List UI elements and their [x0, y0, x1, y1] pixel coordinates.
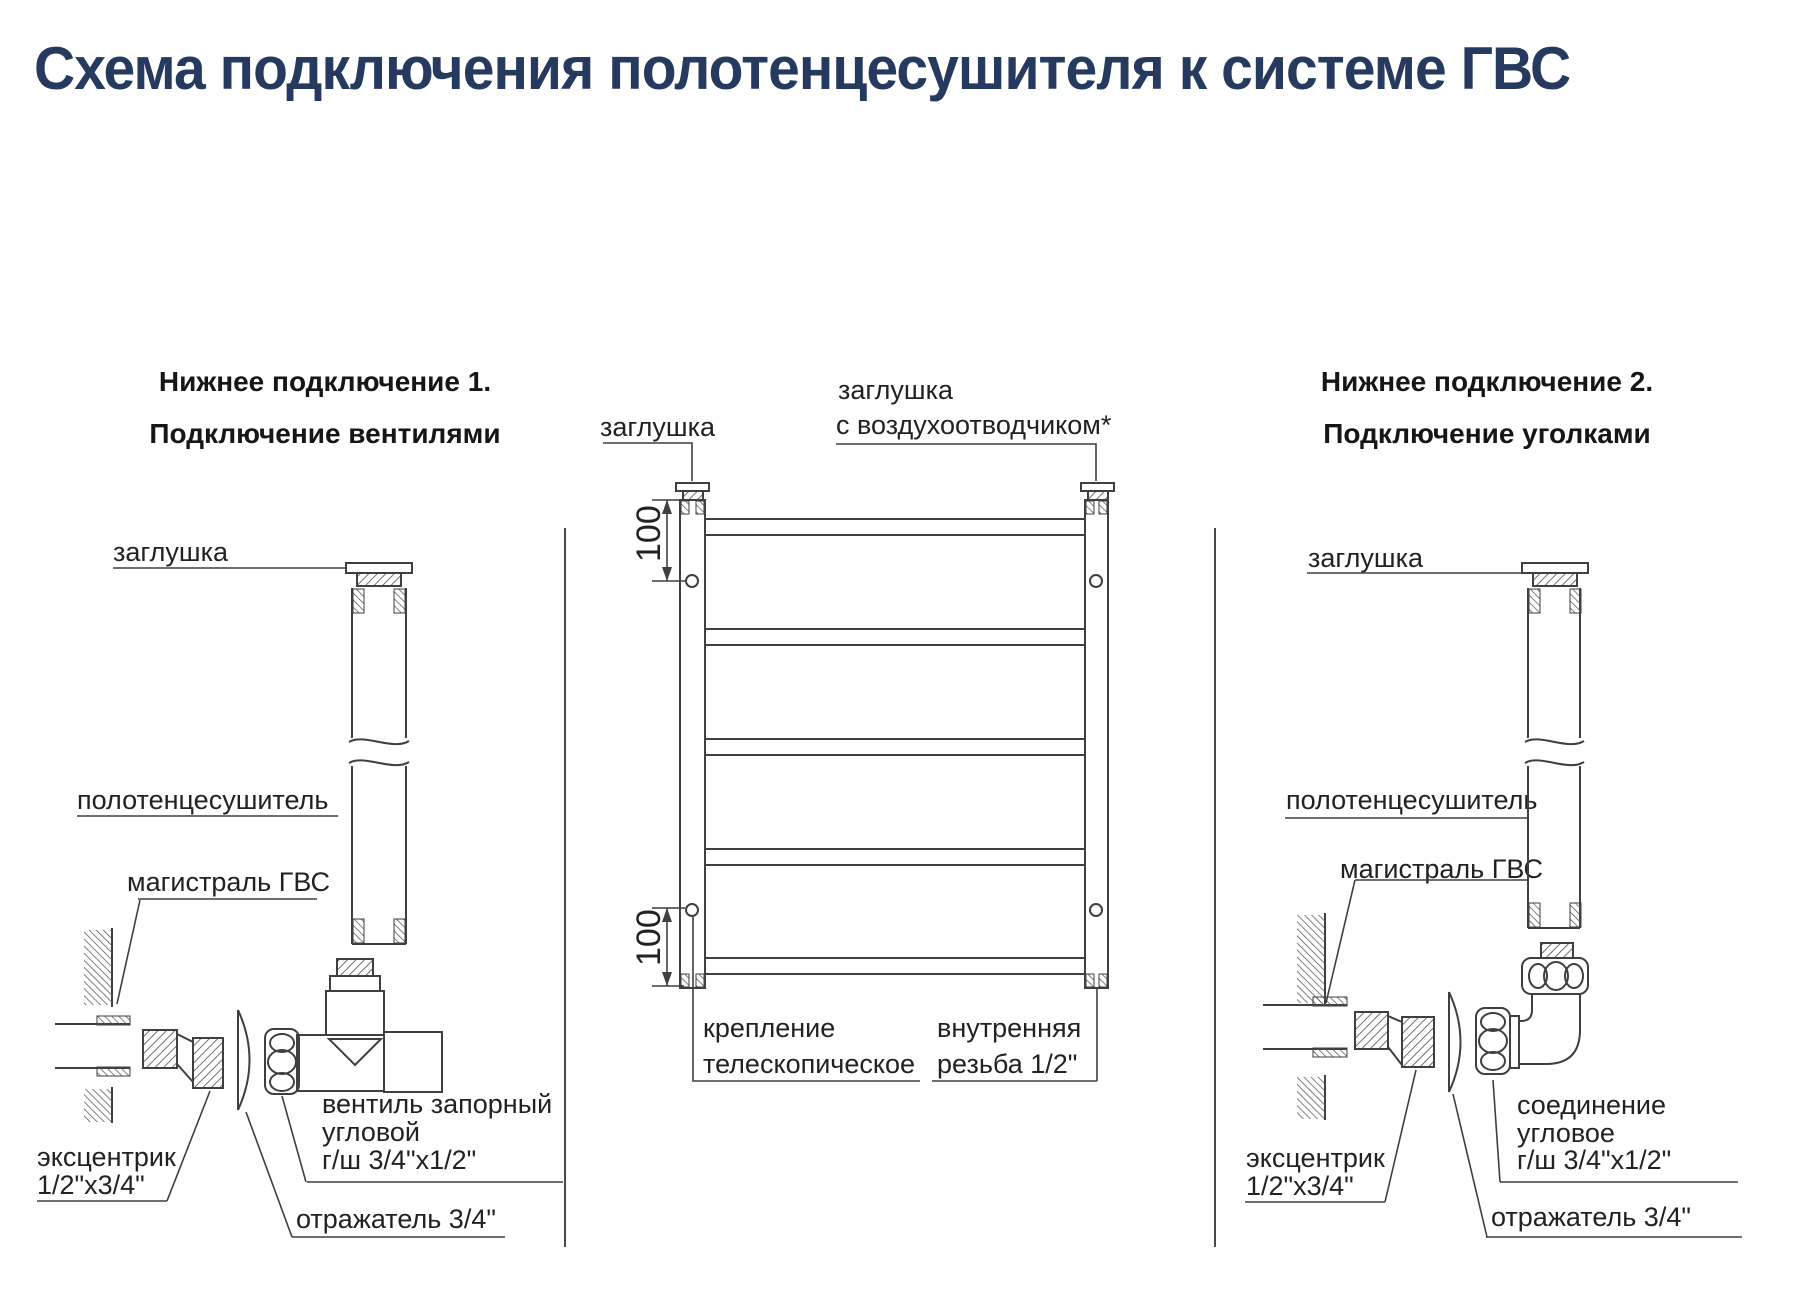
- center-airvent-cap-label-1: заглушка: [838, 375, 953, 405]
- right-hw-main-label: магистраль ГВС: [1340, 854, 1543, 884]
- right-towel-rail-label: полотенцесушитель: [1286, 785, 1538, 815]
- right-cap-label: заглушка: [1308, 543, 1423, 573]
- right-elbow-label-2: угловое: [1517, 1118, 1615, 1148]
- left-hw-main-label: магистраль ГВС: [127, 867, 330, 897]
- left-pipe-cap: [346, 563, 412, 586]
- left-section-heading-1: Нижнее подключение 1.: [158, 366, 492, 397]
- center-thread-label-2: резьба 1/2": [937, 1049, 1078, 1079]
- left-section-heading-2: Подключение вентилями: [149, 418, 501, 449]
- dimension-bottom-100: [630, 908, 685, 986]
- left-valve-label-1: вентиль запорный: [322, 1089, 553, 1119]
- rail-rungs: [705, 519, 1085, 974]
- center-thread-label-1: внутренняя: [937, 1013, 1082, 1043]
- dimension-top-value: 100: [630, 505, 668, 562]
- right-reflector: [1449, 992, 1461, 1092]
- right-connection-drawing: [1245, 563, 1742, 1237]
- right-section-heading-2: Подключение уголками: [1323, 418, 1651, 449]
- right-wall: [1297, 913, 1325, 1120]
- towel-rail-front-view: [603, 443, 1114, 1081]
- left-valve-label-3: г/ш 3/4"x1/2": [322, 1145, 477, 1175]
- left-callout-lines: [37, 568, 563, 1237]
- left-cap-label: заглушка: [113, 537, 228, 567]
- left-connection-drawing: [37, 563, 563, 1237]
- post-thread-marks: [681, 501, 1107, 987]
- center-mount-label-1: крепление: [703, 1013, 836, 1043]
- elbow-connector: [1476, 943, 1588, 1074]
- right-elbow-label-1: соединение: [1517, 1090, 1667, 1120]
- left-riser-pipe: [349, 588, 409, 944]
- right-pipe-cap: [1522, 563, 1588, 586]
- center-mount-label-2: телескопическое: [703, 1049, 916, 1079]
- left-valve-label-2: угловой: [322, 1117, 420, 1147]
- right-eccentric: [1355, 1012, 1434, 1067]
- left-supply-pipe: [55, 1016, 130, 1076]
- right-callout-lines: [1245, 573, 1742, 1237]
- rail-caps: [676, 483, 1114, 500]
- center-airvent-cap-label-2: с воздухоотводчиком*: [836, 410, 1112, 440]
- center-cap-label: заглушка: [600, 412, 715, 442]
- right-eccentric-label-2: 1/2"x3/4": [1246, 1171, 1354, 1201]
- left-reflector-label: отражатель 3/4": [296, 1204, 496, 1234]
- angle-valve: [265, 959, 442, 1094]
- right-riser-pipe: [1525, 588, 1584, 928]
- left-reflector: [238, 1010, 250, 1110]
- right-elbow-label-3: г/ш 3/4"x1/2": [1517, 1145, 1672, 1175]
- left-eccentric-label-2: 1/2"x3/4": [37, 1170, 145, 1200]
- right-section-heading-1: Нижнее подключение 2.: [1320, 366, 1654, 397]
- right-reflector-label: отражатель 3/4": [1491, 1202, 1691, 1232]
- left-eccentric-label-1: эксцентрик: [37, 1142, 176, 1172]
- dimension-top-100: [630, 500, 685, 581]
- page-title: Схема подключения полотенцесушителя к системе ГВС: [34, 35, 1571, 102]
- right-eccentric-label-1: эксцентрик: [1246, 1143, 1385, 1173]
- dimension-bottom-value: 100: [630, 909, 668, 966]
- section-dividers: [565, 528, 1215, 1247]
- right-supply-pipe: [1263, 997, 1347, 1057]
- left-eccentric: [143, 1030, 223, 1088]
- left-towel-rail-label: полотенцесушитель: [77, 785, 329, 815]
